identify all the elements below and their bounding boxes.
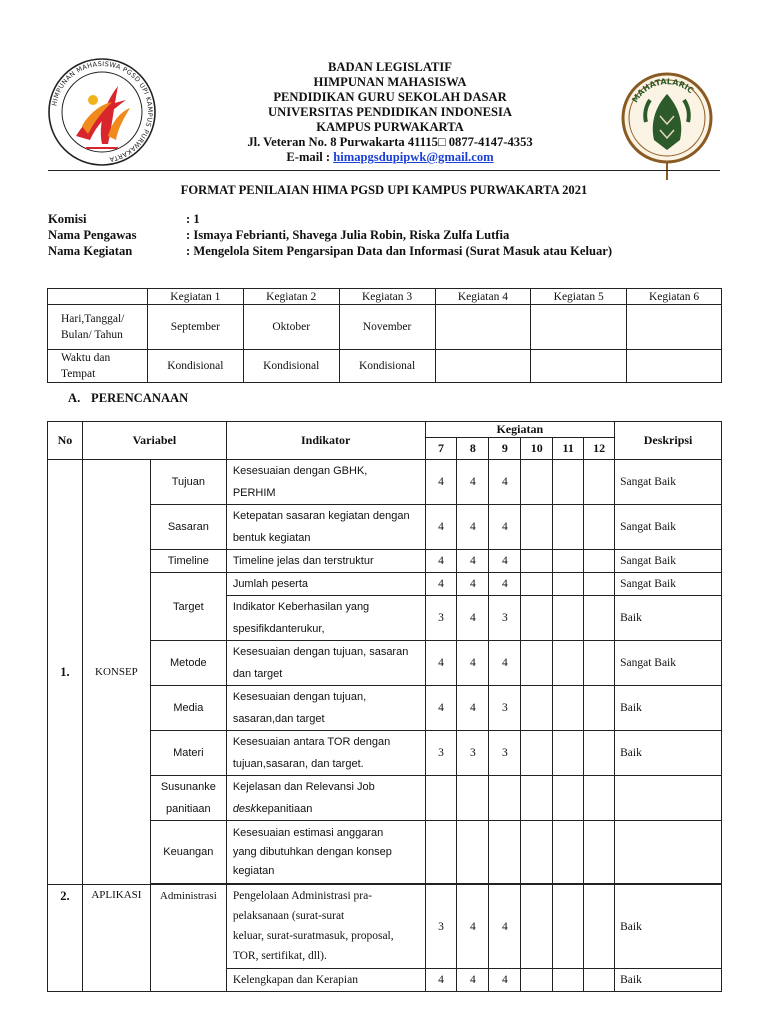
indikator: Kesesuaian antara TOR dengan tujuan,sasaran, dan target. [226, 731, 425, 776]
score-cell [521, 641, 553, 686]
letterhead-address: Jl. Veteran No. 8 Purwakarta 41115□ 0877-4147-4353 [247, 135, 533, 149]
score-cell [521, 686, 553, 731]
deskripsi-cell: Sangat Baik [615, 460, 722, 505]
score-cell [553, 505, 584, 550]
score-cell [521, 460, 553, 505]
group-number: 1. [48, 460, 83, 885]
score-cell: 4 [489, 505, 521, 550]
schedule-cell [531, 350, 627, 383]
schedule-cell [435, 305, 531, 350]
deskripsi-cell: Sangat Baik [615, 505, 722, 550]
score-cell [553, 731, 584, 776]
section-title: PERENCANAAN [91, 391, 189, 405]
score-cell: 3 [425, 596, 457, 641]
score-cell [584, 821, 615, 884]
score-cell: 4 [457, 969, 489, 992]
schedule-row [48, 350, 722, 383]
sub-variabel: Metode [150, 641, 226, 686]
group-variabel: APLIKASI [82, 885, 150, 992]
indikator: Timeline jelas dan terstruktur [226, 550, 425, 573]
schedule-cell [435, 350, 531, 383]
score-cell: 4 [425, 460, 457, 505]
score-cell [553, 821, 584, 884]
score-cell [584, 776, 615, 821]
header-divider [48, 170, 720, 171]
score-cell [521, 969, 553, 992]
score-cell: 4 [489, 885, 521, 969]
schedule-cell: Kondisional [339, 350, 435, 383]
letterhead-line: HIMPUNAN MAHASISWA [313, 75, 467, 89]
score-cell: 4 [489, 573, 521, 596]
schedule-row-label: Hari,Tanggal/ Bulan/ Tahun [48, 305, 148, 350]
score-cell [584, 596, 615, 641]
score-cell: 3 [489, 596, 521, 641]
indikator: Kesesuaian dengan GBHK, PERHIM [226, 460, 425, 505]
schedule-header-cell [48, 289, 148, 305]
score-cell [457, 821, 489, 884]
pengawas-label: Nama Pengawas [48, 228, 137, 242]
kegiatan-col: 7 [425, 438, 457, 460]
score-cell [584, 573, 615, 596]
email-label: E-mail : [286, 150, 334, 164]
schedule-cell [531, 305, 627, 350]
indikator: Kesesuaian estimasi anggaran yang dibutuhkan dengan konsep kegiatan [226, 821, 425, 884]
indikator: Ketepatan sasaran kegiatan dengan bentuk kegiatan [226, 505, 425, 550]
kegiatan-col: 10 [521, 438, 553, 460]
kegiatan-label: Nama Kegiatan [48, 244, 133, 258]
score-cell [584, 885, 615, 969]
schedule-cell: November [339, 305, 435, 350]
indikator: Kesesuaian dengan tujuan, sasaran,dan target [226, 686, 425, 731]
section-heading [68, 391, 188, 406]
score-cell: 4 [489, 550, 521, 573]
score-cell: 4 [457, 550, 489, 573]
letterhead-email-row [190, 150, 590, 165]
sub-variabel: Tujuan [150, 460, 226, 505]
score-cell [521, 573, 553, 596]
indikator: Kesesuaian dengan tujuan, sasaran dan target [226, 641, 425, 686]
schedule-cell: Oktober [243, 305, 339, 350]
score-cell: 4 [425, 573, 457, 596]
header-no: No [48, 422, 83, 460]
schedule-cell [627, 350, 722, 383]
hima-pgsd-logo [46, 56, 158, 168]
score-cell: 4 [425, 505, 457, 550]
indikator: Kejelasan dan Relevansi Job deskkepanitiaan [226, 776, 425, 821]
indikator: Kelengkapan dan Kerapian [226, 969, 425, 992]
score-cell [521, 505, 553, 550]
kegiatan-col: 11 [553, 438, 584, 460]
score-cell [489, 776, 521, 821]
kegiatan-col: 9 [489, 438, 521, 460]
score-cell [521, 731, 553, 776]
score-cell [584, 641, 615, 686]
score-cell [553, 460, 584, 505]
sub-variabel: Media [150, 686, 226, 731]
score-cell [521, 821, 553, 884]
sub-variabel: Target [150, 573, 226, 641]
letterhead-line: UNIVERSITAS PENDIDIKAN INDONESIA [268, 105, 512, 119]
score-cell: 4 [457, 641, 489, 686]
document-title: FORMAT PENILAIAN HIMA PGSD UPI KAMPUS PURWAKARTA 2021 [180, 183, 588, 197]
logo-ring-text: HIMPUNAN MAHASISWA PGSD UPI KAMPUS PURWAKARTA [50, 59, 155, 164]
score-cell: 4 [425, 969, 457, 992]
indikator: Pengelolaan Administrasi pra- pelaksanaan (surat-surat keluar, surat-suratmasuk, proposal, TOR, sertifikat, dll). [226, 885, 425, 969]
score-cell [584, 969, 615, 992]
score-cell: 3 [425, 885, 457, 969]
score-cell: 3 [489, 731, 521, 776]
komisi-value: : 1 [186, 212, 200, 226]
kegiatan-value: : Mengelola Sitem Pengarsipan Data dan Informasi (Surat Masuk atau Keluar) [186, 244, 613, 258]
score-cell: 4 [425, 641, 457, 686]
score-cell: 4 [457, 686, 489, 731]
schedule-header-cell: Kegiatan 3 [339, 289, 435, 305]
sub-variabel: Susunanke panitiaan [150, 776, 226, 821]
section-letter: A. [68, 391, 81, 405]
deskripsi-cell: Baik [615, 596, 722, 641]
table-row [48, 460, 722, 505]
sub-variabel: Administrasi [150, 885, 226, 992]
score-cell: 4 [457, 460, 489, 505]
score-cell [553, 641, 584, 686]
header-kegiatan: Kegiatan [425, 422, 615, 438]
schedule-header-cell: Kegiatan 2 [243, 289, 339, 305]
score-cell [553, 596, 584, 641]
letterhead-line: KAMPUS PURWAKARTA [316, 120, 464, 134]
komisi-label: Komisi [48, 212, 87, 226]
score-cell [553, 686, 584, 731]
schedule-row-label: Waktu dan Tempat [48, 350, 148, 383]
score-cell [457, 776, 489, 821]
logo-right-text: MAHATALARIC [630, 77, 696, 105]
group-variabel: KONSEP [82, 460, 150, 885]
kegiatan-col: 8 [457, 438, 489, 460]
score-cell [584, 550, 615, 573]
score-cell: 4 [457, 573, 489, 596]
score-cell [584, 686, 615, 731]
header-indikator: Indikator [226, 422, 425, 460]
score-cell [553, 550, 584, 573]
score-cell [584, 731, 615, 776]
schedule-cell [627, 305, 722, 350]
schedule-cell: Kondisional [147, 350, 243, 383]
deskripsi-cell: Baik [615, 969, 722, 992]
sub-variabel: Keuangan [150, 821, 226, 884]
header-deskripsi: Deskripsi [615, 422, 722, 460]
score-cell [425, 776, 457, 821]
score-cell: 4 [457, 505, 489, 550]
score-cell: 4 [489, 460, 521, 505]
header-variabel: Variabel [82, 422, 226, 460]
schedule-header-cell: Kegiatan 6 [627, 289, 722, 305]
score-cell: 3 [489, 686, 521, 731]
score-cell: 3 [457, 731, 489, 776]
score-cell [584, 505, 615, 550]
sub-variabel: Timeline [150, 550, 226, 573]
schedule-table [47, 288, 722, 383]
score-cell [521, 550, 553, 573]
score-cell [425, 821, 457, 884]
score-cell [521, 885, 553, 969]
deskripsi-cell: Baik [615, 731, 722, 776]
score-cell: 4 [425, 550, 457, 573]
score-cell: 3 [425, 731, 457, 776]
meta-block [48, 211, 612, 259]
pengawas-value: : Ismaya Febrianti, Shavega Julia Robin, Riska Zulfa Lutfia [186, 228, 510, 242]
schedule-header-cell: Kegiatan 4 [435, 289, 531, 305]
letterhead-line: PENDIDIKAN GURU SEKOLAH DASAR [273, 90, 507, 104]
mahatalaric-logo [620, 66, 714, 184]
score-cell [553, 573, 584, 596]
schedule-cell: Kondisional [243, 350, 339, 383]
indikator: Indikator Keberhasilan yang spesifikdanterukur, [226, 596, 425, 641]
group-number: 2. [48, 885, 83, 992]
kegiatan-col: 12 [584, 438, 615, 460]
sub-variabel: Materi [150, 731, 226, 776]
score-cell: 4 [457, 596, 489, 641]
deskripsi-cell: Sangat Baik [615, 641, 722, 686]
schedule-header-cell: Kegiatan 5 [531, 289, 627, 305]
score-cell [521, 596, 553, 641]
assessment-table [47, 421, 722, 992]
sub-variabel: Sasaran [150, 505, 226, 550]
score-cell [521, 776, 553, 821]
score-cell: 4 [489, 969, 521, 992]
schedule-header-cell: Kegiatan 1 [147, 289, 243, 305]
letterhead [190, 60, 590, 165]
score-cell [489, 821, 521, 884]
letterhead-line: BADAN LEGISLATIF [328, 60, 452, 74]
deskripsi-cell [615, 821, 722, 884]
score-cell [584, 460, 615, 505]
email-link[interactable]: himapgsdupipwk@gmail.com [333, 150, 494, 164]
deskripsi-cell: Baik [615, 885, 722, 969]
score-cell [553, 885, 584, 969]
score-cell: 4 [457, 885, 489, 969]
table-row [48, 885, 722, 969]
score-cell: 4 [425, 686, 457, 731]
schedule-cell: September [147, 305, 243, 350]
deskripsi-cell: Baik [615, 686, 722, 731]
deskripsi-cell [615, 776, 722, 821]
score-cell: 4 [489, 641, 521, 686]
deskripsi-cell: Sangat Baik [615, 573, 722, 596]
score-cell [553, 776, 584, 821]
schedule-row [48, 305, 722, 350]
deskripsi-cell: Sangat Baik [615, 550, 722, 573]
indikator: Jumlah peserta [226, 573, 425, 596]
score-cell [553, 969, 584, 992]
